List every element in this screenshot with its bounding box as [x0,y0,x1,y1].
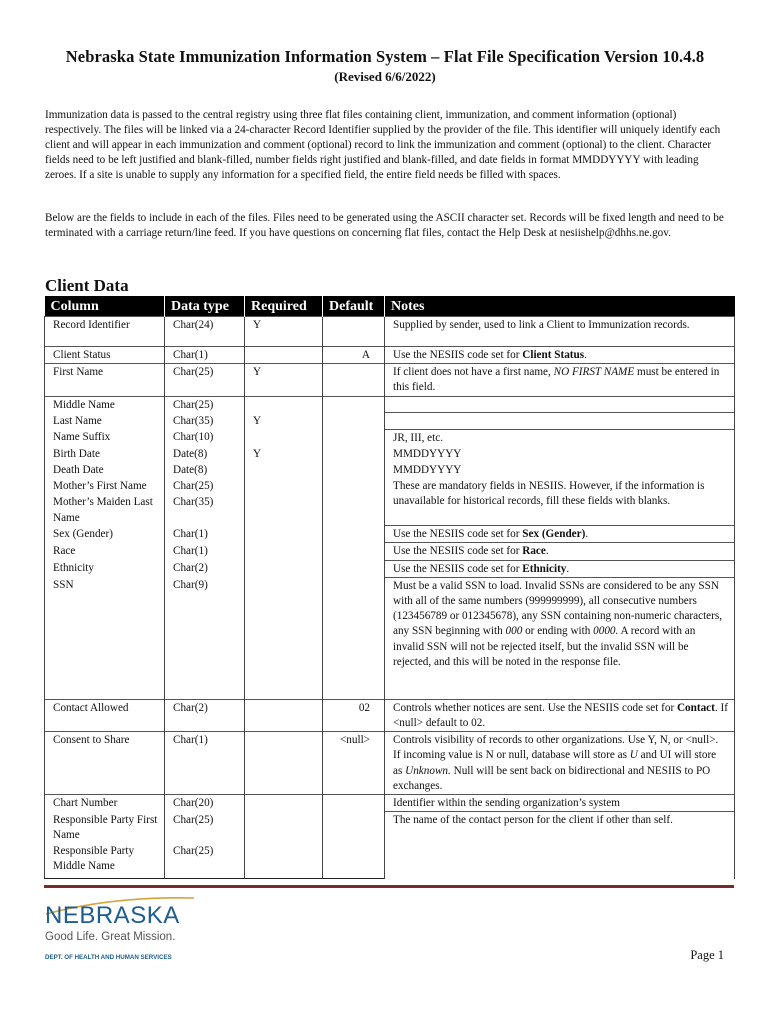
cell-column: Chart Number [45,795,165,812]
cell-default [323,429,385,446]
cell-type: Char(2) [165,699,245,731]
cell-notes: Controls visibility of records to other organizations. Use Y, N, or <null>. If incoming value is N or null, database will store as U and UI will store as Unknown. Null will be sent back on bidirectional and NESIIS to PO exchanges. [385,732,735,795]
header-notes: Notes [385,296,735,317]
table-row [45,812,735,843]
cell-type: Char(35) [165,494,245,525]
cell-column: Responsible Party First Name [45,812,165,843]
cell-notes: Supplied by sender, used to link a Client to Immunization records. [385,317,735,347]
header-default: Default [323,296,385,317]
table-row [45,526,735,543]
footer-rule [44,885,734,888]
cell-column: Mother’s First Name [45,478,165,494]
cell-default [323,795,385,812]
cell-type: Char(25) [165,396,245,413]
cell-default: A [323,347,385,364]
cell-column: Race [45,543,165,560]
table-row [45,478,735,494]
cell-type: Char(24) [165,317,245,347]
cell-required [245,526,323,543]
table-row [45,543,735,560]
table-row [45,699,735,731]
cell-column: Contact Allowed [45,699,165,731]
cell-default [323,413,385,429]
cell-required [245,429,323,446]
cell-required [245,478,323,494]
table-row [45,413,735,429]
cell-type: Char(25) [165,364,245,396]
cell-type: Char(25) [165,843,245,879]
cell-notes: MMDDYYYY [385,462,735,478]
cell-type: Char(1) [165,526,245,543]
table-row [45,347,735,364]
cell-notes: Use the NESIIS code set for Sex (Gender). [385,526,735,543]
cell-column: Name Suffix [45,429,165,446]
cell-required [245,812,323,843]
table-row [45,317,735,347]
table-header-row [45,296,735,317]
cell-column: Death Date [45,462,165,478]
cell-default [323,812,385,843]
cell-column: Last Name [45,413,165,429]
cell-required [245,843,323,879]
cell-column: Client Status [45,347,165,364]
cell-default [323,843,385,879]
cell-required: Y [245,413,323,429]
cell-column: Ethnicity [45,560,165,577]
cell-notes: Controls whether notices are sent. Use the NESIIS code set for Contact. If <null> default to 02. [385,699,735,731]
cell-notes: JR, III, etc. [385,429,735,446]
logo-department: DEPT. OF HEALTH AND HUMAN SERVICES [45,954,172,961]
cell-required [245,494,323,525]
client-data-table [44,296,735,879]
logo-graphic [44,894,204,964]
cell-default [323,364,385,396]
cell-required [245,732,323,795]
cell-type: Char(25) [165,812,245,843]
nebraska-dhhs-logo [44,894,204,964]
cell-default [323,526,385,543]
table-row [45,429,735,446]
document-title: Nebraska State Immunization Information System – Flat File Specification Version 10.4.8 [65,47,705,66]
cell-notes: Identifier within the sending organization’s system [385,795,735,812]
cell-required: Y [245,317,323,347]
cell-type: Char(1) [165,347,245,364]
section-title: Client Data [45,276,129,295]
cell-required: Y [245,364,323,396]
cell-type: Date(8) [165,446,245,462]
cell-default [323,494,385,525]
cell-type: Char(35) [165,413,245,429]
table-row [45,364,735,396]
cell-column: Middle Name [45,396,165,413]
intro-paragraph-2: Below are the fields to include in each of the files. Files need to be generated using the ASCII character set. Records will be fixed length and need to be terminated with a carriage return/line feed. If you have questions on concerning flat files, contact the Help Desk at nesiishelp@dhhs.ne.gov. [45,212,724,239]
page-number: Page 1 [690,948,724,962]
cell-type: Char(2) [165,560,245,577]
cell-notes: Use the NESIIS code set for Ethnicity. [385,560,735,577]
cell-notes: Must be a valid SSN to load. Invalid SSNs are considered to be any SSN with all of the same numbers (999999999), all consecutive numbers (123456789 or 012345678), any SSN containing non-numeric characters, any SSN beginning with 000 or ending with 0000. A record with an invalid SSN will not be rejected itself, but the invalid SSN will be rejected, and this will be noted in the response file. [385,577,735,699]
table-row [45,396,735,413]
table-row [45,577,735,699]
cell-type: Char(1) [165,732,245,795]
cell-required [245,699,323,731]
header-data-type: Data type [165,296,245,317]
cell-required [245,347,323,364]
cell-type: Char(20) [165,795,245,812]
cell-default: 02 [323,699,385,731]
table-row [45,462,735,478]
intro-paragraph-1: Immunization data is passed to the central registry using three flat files containing client, immunization, and comment information (optional) respectively. The files will be linked via a 24-character Record Identifier supplied by the provider of the file. This identifier will uniquely identify each client and will appear in each immunization and comment (optional) record to link the immunization and comment (optional) to the client. Character fields need to be left justified and blank-filled, number fields right justified and blank-filled, and date fields in format MMDDYYYY with leading zeroes. If a site is unable to supply any information for a specified field, the entire field needs be filled with spaces. [45,109,721,181]
cell-column: SSN [45,577,165,699]
table-row [45,446,735,462]
cell-default [323,446,385,462]
cell-type: Char(9) [165,577,245,699]
table-row [45,795,735,812]
cell-default [323,396,385,413]
cell-required [245,543,323,560]
cell-default: <null> [323,732,385,795]
header-required: Required [245,296,323,317]
cell-notes: The name of the contact person for the client if other than self. [385,812,735,879]
cell-required [245,396,323,413]
cell-notes: MMDDYYYY [385,446,735,462]
cell-type: Char(1) [165,543,245,560]
cell-default [323,478,385,494]
revision-date: (Revised 6/6/2022) [334,69,436,84]
cell-column: Record Identifier [45,317,165,347]
cell-column: Birth Date [45,446,165,462]
table-row [45,732,735,795]
cell-notes [385,396,735,413]
cell-notes [385,413,735,429]
cell-column: Mother’s Maiden Last Name [45,494,165,525]
cell-column: Sex (Gender) [45,526,165,543]
cell-default [323,462,385,478]
cell-column: Responsible Party Middle Name [45,843,165,879]
cell-required [245,577,323,699]
cell-default [323,317,385,347]
cell-notes: These are mandatory fields in NESIIS. However, if the information is unavailable for historical records, fill these fields with blanks. [385,478,735,526]
cell-required [245,462,323,478]
table-row [45,560,735,577]
cell-column: Consent to Share [45,732,165,795]
cell-type: Char(25) [165,478,245,494]
header-column: Column [45,296,165,317]
cell-default [323,560,385,577]
cell-notes: Use the NESIIS code set for Race. [385,543,735,560]
cell-column: First Name [45,364,165,396]
cell-required: Y [245,446,323,462]
cell-type: Char(10) [165,429,245,446]
logo-tagline: Good Life. Great Mission. [45,931,176,943]
cell-notes: Use the NESIIS code set for Client Status. [385,347,735,364]
cell-default [323,577,385,699]
cell-required [245,795,323,812]
cell-required [245,560,323,577]
cell-type: Date(8) [165,462,245,478]
cell-notes: If client does not have a first name, NO FIRST NAME must be entered in this field. [385,364,735,396]
logo-wordmark: NEBRASKA [45,902,180,929]
cell-default [323,543,385,560]
